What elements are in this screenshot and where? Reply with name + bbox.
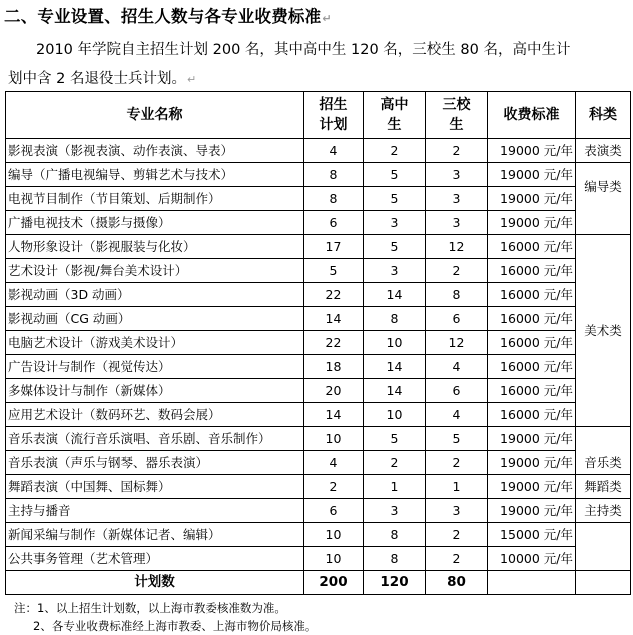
category-cell: 表演类	[576, 139, 631, 163]
total-plan: 200	[304, 571, 364, 595]
total-high: 120	[364, 571, 426, 595]
three-school-cell: 5	[426, 427, 488, 451]
three-school-cell: 12	[426, 331, 488, 355]
category-cell: 音乐类	[576, 427, 631, 475]
major-name-cell: 艺术设计（影视/舞台美术设计）	[6, 259, 304, 283]
high-school-cell: 10	[364, 331, 426, 355]
table-row	[6, 547, 631, 571]
fee-cell: 19000 元/年	[488, 499, 576, 523]
high-school-cell: 2	[364, 139, 426, 163]
header-high-school: 高中 生	[364, 92, 426, 139]
table-row	[6, 403, 631, 427]
high-school-cell: 10	[364, 403, 426, 427]
three-school-cell: 1	[426, 475, 488, 499]
heading-text: 二、专业设置、招生人数与各专业收费标准	[4, 7, 322, 26]
plan-cell: 6	[304, 499, 364, 523]
fee-cell: 10000 元/年	[488, 547, 576, 571]
three-school-cell: 3	[426, 211, 488, 235]
high-school-cell: 5	[364, 187, 426, 211]
major-name-cell: 编导（广播电视编导、剪辑艺术与技术）	[6, 163, 304, 187]
fee-cell: 19000 元/年	[488, 139, 576, 163]
high-school-cell: 3	[364, 499, 426, 523]
fee-cell: 15000 元/年	[488, 523, 576, 547]
major-name-cell: 广告设计与制作（视觉传达）	[6, 355, 304, 379]
high-school-cell: 1	[364, 475, 426, 499]
header-fee: 收费标准	[488, 92, 576, 139]
category-cell: 编导类	[576, 163, 631, 235]
fee-cell: 16000 元/年	[488, 331, 576, 355]
intro-line-1-text: 2010 年学院自主招生计划 200 名，其中高中生 120 名，三校生 80 名，高中生计	[36, 42, 571, 58]
major-name-cell: 多媒体设计与制作（新媒体）	[6, 379, 304, 403]
high-school-cell: 14	[364, 379, 426, 403]
total-three: 80	[426, 571, 488, 595]
table-row	[6, 139, 631, 163]
table-row	[6, 307, 631, 331]
major-name-cell: 广播电视技术（摄影与摄像）	[6, 211, 304, 235]
fee-cell: 19000 元/年	[488, 187, 576, 211]
header-plan: 招生 计划	[304, 92, 364, 139]
major-name-cell: 影视动画（CG 动画）	[6, 307, 304, 331]
table-row	[6, 475, 631, 499]
major-name-cell: 主持与播音	[6, 499, 304, 523]
major-name-cell: 应用艺术设计（数码环艺、数码会展）	[6, 403, 304, 427]
plan-cell: 4	[304, 451, 364, 475]
high-school-cell: 5	[364, 163, 426, 187]
three-school-cell: 2	[426, 547, 488, 571]
three-school-cell: 6	[426, 307, 488, 331]
table-row	[6, 355, 631, 379]
high-school-cell: 8	[364, 523, 426, 547]
high-school-cell: 8	[364, 547, 426, 571]
total-label: 计划数	[6, 571, 304, 595]
footnote-2: 2、各专业收费标准经上海市教委、上海市物价局核准。	[33, 619, 317, 633]
high-school-cell: 5	[364, 235, 426, 259]
footnotes	[14, 599, 316, 635]
table-row	[6, 211, 631, 235]
table-row	[6, 259, 631, 283]
intro-paragraph	[0, 36, 633, 94]
table-header-row	[6, 92, 631, 139]
plan-cell: 4	[304, 139, 364, 163]
table-row	[6, 451, 631, 475]
three-school-cell: 4	[426, 403, 488, 427]
table-row	[6, 331, 631, 355]
three-school-cell: 2	[426, 259, 488, 283]
plan-cell: 22	[304, 283, 364, 307]
plan-cell: 10	[304, 523, 364, 547]
paragraph-mark-icon: ↵	[322, 12, 332, 25]
three-school-cell: 6	[426, 379, 488, 403]
table-row	[6, 163, 631, 187]
fee-cell: 16000 元/年	[488, 259, 576, 283]
intro-line-1	[0, 36, 633, 65]
section-heading	[4, 3, 332, 27]
plan-cell: 20	[304, 379, 364, 403]
table-row	[6, 283, 631, 307]
three-school-cell: 2	[426, 139, 488, 163]
table-row	[6, 379, 631, 403]
table-row	[6, 427, 631, 451]
high-school-cell: 14	[364, 355, 426, 379]
high-school-cell: 8	[364, 307, 426, 331]
high-school-cell: 5	[364, 427, 426, 451]
three-school-cell: 3	[426, 499, 488, 523]
three-school-cell: 2	[426, 523, 488, 547]
three-school-cell: 3	[426, 163, 488, 187]
plan-cell: 5	[304, 259, 364, 283]
category-cell: 美术类	[576, 235, 631, 427]
table-row	[6, 187, 631, 211]
major-name-cell: 舞蹈表演（中国舞、国标舞）	[6, 475, 304, 499]
plan-cell: 6	[304, 211, 364, 235]
plan-cell: 22	[304, 331, 364, 355]
total-row	[6, 571, 631, 595]
major-name-cell: 影视动画（3D 动画）	[6, 283, 304, 307]
major-name-cell: 音乐表演（声乐与钢琴、器乐表演）	[6, 451, 304, 475]
fee-cell: 19000 元/年	[488, 475, 576, 499]
plan-cell: 8	[304, 187, 364, 211]
fee-cell: 16000 元/年	[488, 283, 576, 307]
category-cell: 舞蹈类	[576, 475, 631, 499]
three-school-cell: 4	[426, 355, 488, 379]
plan-cell: 14	[304, 403, 364, 427]
fee-cell: 16000 元/年	[488, 355, 576, 379]
plan-cell: 14	[304, 307, 364, 331]
high-school-cell: 14	[364, 283, 426, 307]
three-school-cell: 12	[426, 235, 488, 259]
header-major: 专业名称	[6, 92, 304, 139]
footnote-1: 注：1、以上招生计划数，以上海市教委核准数为准。	[14, 601, 286, 615]
high-school-cell: 3	[364, 211, 426, 235]
major-name-cell: 音乐表演（流行音乐演唱、音乐剧、音乐制作）	[6, 427, 304, 451]
total-category-empty	[576, 571, 631, 595]
fee-cell: 19000 元/年	[488, 211, 576, 235]
category-cell	[576, 523, 631, 571]
plan-cell: 10	[304, 547, 364, 571]
fee-cell: 16000 元/年	[488, 403, 576, 427]
header-three-school: 三校 生	[426, 92, 488, 139]
fee-cell: 16000 元/年	[488, 235, 576, 259]
major-name-cell: 新闻采编与制作（新媒体记者、编辑）	[6, 523, 304, 547]
major-name-cell: 影视表演（影视表演、动作表演、导表）	[6, 139, 304, 163]
paragraph-mark-icon: ↵	[186, 73, 197, 86]
three-school-cell: 3	[426, 187, 488, 211]
fee-cell: 19000 元/年	[488, 427, 576, 451]
enrollment-fee-table	[5, 91, 631, 595]
major-name-cell: 公共事务管理（艺术管理）	[6, 547, 304, 571]
major-name-cell: 电视节目制作（节目策划、后期制作）	[6, 187, 304, 211]
total-fee-empty	[488, 571, 576, 595]
intro-line-2-text: 划中含 2 名退役士兵计划。	[8, 71, 186, 87]
category-cell: 主持类	[576, 499, 631, 523]
major-name-cell: 人物形象设计（影视服装与化妆）	[6, 235, 304, 259]
table-row	[6, 523, 631, 547]
plan-cell: 18	[304, 355, 364, 379]
plan-cell: 10	[304, 427, 364, 451]
three-school-cell: 8	[426, 283, 488, 307]
fee-cell: 16000 元/年	[488, 307, 576, 331]
fee-cell: 16000 元/年	[488, 379, 576, 403]
table-row	[6, 235, 631, 259]
header-category: 科类	[576, 92, 631, 139]
three-school-cell: 2	[426, 451, 488, 475]
fee-cell: 19000 元/年	[488, 451, 576, 475]
major-name-cell: 电脑艺术设计（游戏美术设计）	[6, 331, 304, 355]
high-school-cell: 2	[364, 451, 426, 475]
plan-cell: 17	[304, 235, 364, 259]
plan-cell: 2	[304, 475, 364, 499]
high-school-cell: 3	[364, 259, 426, 283]
intro-line-2	[0, 65, 633, 94]
table-row	[6, 499, 631, 523]
plan-cell: 8	[304, 163, 364, 187]
fee-cell: 19000 元/年	[488, 163, 576, 187]
